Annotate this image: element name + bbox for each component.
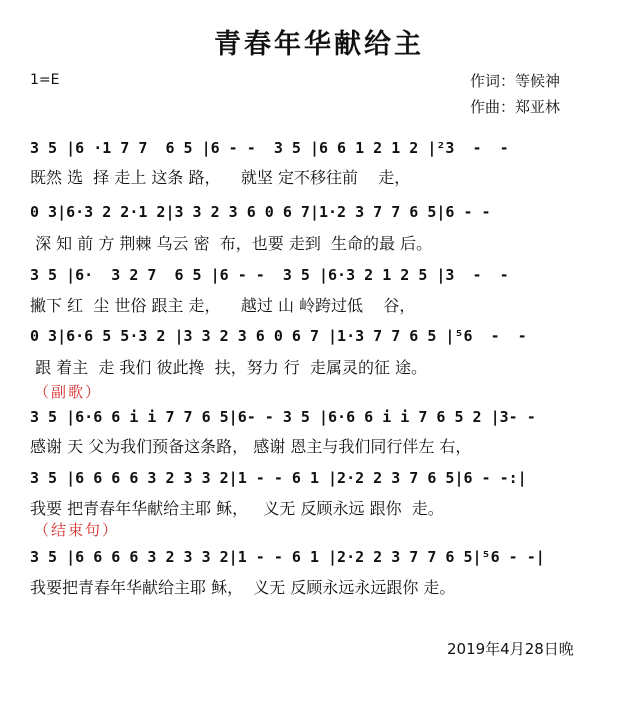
- notes-line-3: 3 5 |6· 3 2 7 6 5 |6 - - 3 5 |6·3 2 1 2 5 |3 - -: [30, 266, 509, 284]
- notes-line-7: 3 5 |6 6 6 6 3 2 3 3 2|1 - - 6 1 |2·2 2 3 7 7 6 5|⁵6 - -|: [30, 548, 545, 566]
- notes-line-6: 3 5 |6 6 6 6 3 2 3 3 2|1 - - 6 1 |2·2 2 3 7 6 5|6 - -:|: [30, 469, 527, 487]
- key-signature: 1=E: [30, 72, 60, 88]
- notes-line-5: 3 5 |6·6 6 i i 7 7 6 5|6- - 3 5 |6·6 6 i i 7 6 5 2 |3- -: [30, 408, 536, 426]
- notes-line-4: 0 3|6·6 5 5·3 2 |3 3 2 3 6 0 6 7 |1·3 7 7 6 5 |⁵6 - -: [30, 327, 527, 345]
- composition-date: 2019年4月28日晚: [447, 640, 574, 658]
- chorus-label: （副歌）: [34, 383, 103, 401]
- lyrics-line-5: 感谢 天 父为我们预备这条路， 感谢 恩主与我们同行伴左 右，: [30, 437, 472, 456]
- lyricist: 作词：等候神: [470, 72, 561, 90]
- lyrics-line-6: 我要 把青春年华献给主耶 稣， 义无 反顾永远 跟你 走。: [30, 499, 444, 518]
- ending-label: （结束句）: [34, 521, 120, 539]
- lyrics-line-2: 深 知 前 方 荆棘 乌云 密 布，也要 走到 生命的最 后。: [30, 234, 433, 253]
- notes-line-1: 3 5 |6 ·1 7 7 6 5 |6 - - 3 5 |6 6 1 2 1 2 |²3 - -: [30, 139, 509, 157]
- lyrics-line-4: 跟 着主 走 我们 彼此搀 扶，努力 行 走属灵的征 途。: [30, 358, 428, 377]
- lyrics-line-3: 撇下 红 尘 世俗 跟主 走， 越过 山 岭跨过低 谷，: [30, 296, 416, 315]
- composer: 作曲：郑亚林: [470, 98, 561, 116]
- song-title: 青春年华献给主: [214, 29, 424, 60]
- lyrics-line-7: 我要把青春年华献给主耶 稣， 义无 反顾永远永远跟你 走。: [30, 578, 456, 597]
- lyrics-line-1: 既然 选 择 走上 这条 路， 就坚 定不移往前 走，: [30, 168, 411, 187]
- notes-line-2: 0 3|6·3 2 2·1 2|3 3 2 3 6 0 6 7|1·2 3 7 7 6 5|6 - -: [30, 203, 491, 221]
